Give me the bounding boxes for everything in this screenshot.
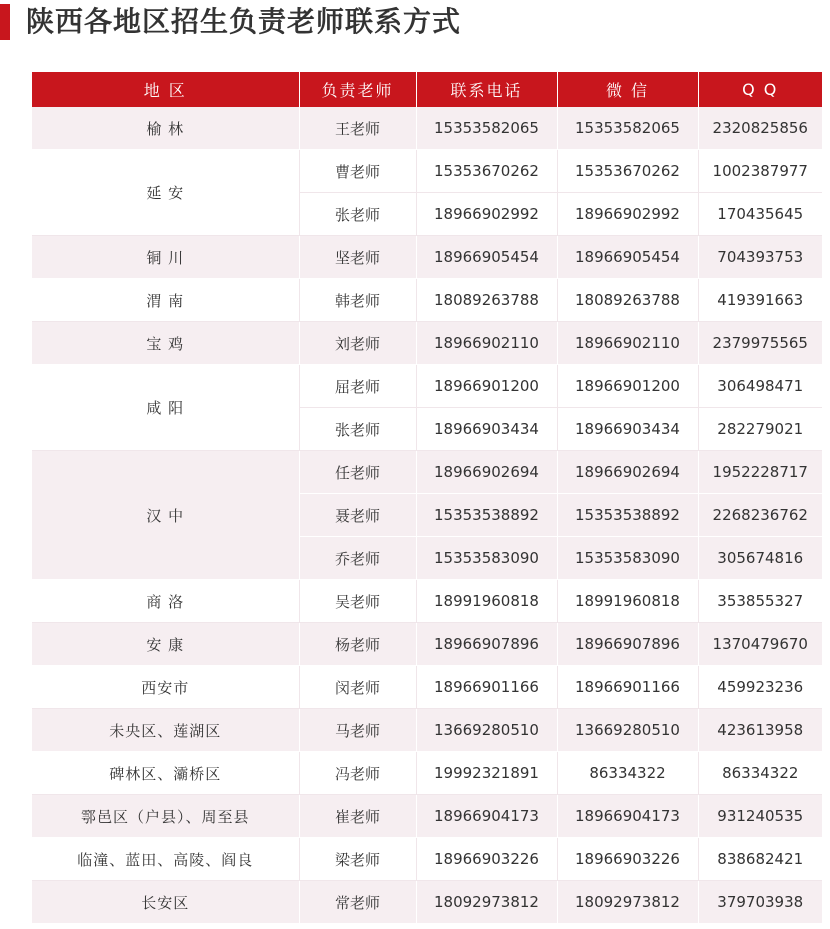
wechat-cell: 15353670262 (557, 150, 698, 193)
phone-cell: 13669280510 (416, 709, 557, 752)
phone-cell: 18966903226 (416, 838, 557, 881)
wechat-cell: 18966905454 (557, 236, 698, 279)
table-row (32, 236, 822, 279)
page-title: 陕西各地区招生负责老师联系方式 (26, 5, 462, 38)
qq-cell: 1370479670 (698, 623, 822, 666)
qq-cell: 282279021 (698, 408, 822, 451)
wechat-cell: 18089263788 (557, 279, 698, 322)
region-cell: 安 康 (32, 623, 299, 666)
teacher-cell: 刘老师 (299, 322, 416, 365)
region-cell: 咸 阳 (32, 365, 299, 451)
table-row (32, 580, 822, 623)
qq-cell: 2320825856 (698, 107, 822, 150)
qq-cell: 2379975565 (698, 322, 822, 365)
teacher-cell: 张老师 (299, 408, 416, 451)
region-cell: 铜 川 (32, 236, 299, 279)
teacher-cell: 王老师 (299, 107, 416, 150)
region-cell: 临潼、蓝田、高陵、阎良 (32, 838, 299, 881)
qq-cell: 170435645 (698, 193, 822, 236)
phone-cell: 15353583090 (416, 537, 557, 580)
table-row (32, 666, 822, 709)
header-phone: 联系电话 (416, 72, 557, 107)
region-cell: 宝 鸡 (32, 322, 299, 365)
region-cell: 碑林区、灞桥区 (32, 752, 299, 795)
teacher-cell: 闵老师 (299, 666, 416, 709)
wechat-cell: 18966902694 (557, 451, 698, 494)
wechat-cell: 15353583090 (557, 537, 698, 580)
region-cell: 渭 南 (32, 279, 299, 322)
phone-cell: 18991960818 (416, 580, 557, 623)
wechat-cell: 18966901200 (557, 365, 698, 408)
qq-cell: 459923236 (698, 666, 822, 709)
table-row (32, 107, 822, 150)
region-cell: 延 安 (32, 150, 299, 236)
teacher-cell: 梁老师 (299, 838, 416, 881)
region-cell: 未央区、莲湖区 (32, 709, 299, 752)
qq-cell: 931240535 (698, 795, 822, 838)
wechat-cell: 86334322 (557, 752, 698, 795)
teacher-cell: 常老师 (299, 881, 416, 924)
phone-cell: 18966901166 (416, 666, 557, 709)
phone-cell: 18966904173 (416, 795, 557, 838)
qq-cell: 379703938 (698, 881, 822, 924)
header-qq: Q Q (698, 72, 822, 107)
qq-cell: 306498471 (698, 365, 822, 408)
teacher-cell: 曹老师 (299, 150, 416, 193)
qq-cell: 1002387977 (698, 150, 822, 193)
qq-cell: 838682421 (698, 838, 822, 881)
wechat-cell: 18966904173 (557, 795, 698, 838)
phone-cell: 18966905454 (416, 236, 557, 279)
phone-cell: 18092973812 (416, 881, 557, 924)
header-teacher: 负责老师 (299, 72, 416, 107)
wechat-cell: 18966907896 (557, 623, 698, 666)
qq-cell: 419391663 (698, 279, 822, 322)
table-row (32, 150, 822, 193)
phone-cell: 18966902110 (416, 322, 557, 365)
wechat-cell: 15353582065 (557, 107, 698, 150)
table-row (32, 365, 822, 408)
table-row (32, 752, 822, 795)
teacher-cell: 屈老师 (299, 365, 416, 408)
phone-cell: 18966907896 (416, 623, 557, 666)
qq-cell: 353855327 (698, 580, 822, 623)
wechat-cell: 18966903434 (557, 408, 698, 451)
teacher-cell: 韩老师 (299, 279, 416, 322)
phone-cell: 18089263788 (416, 279, 557, 322)
qq-cell: 305674816 (698, 537, 822, 580)
table-row (32, 709, 822, 752)
wechat-cell: 18991960818 (557, 580, 698, 623)
phone-cell: 15353538892 (416, 494, 557, 537)
region-cell: 长安区 (32, 881, 299, 924)
phone-cell: 15353670262 (416, 150, 557, 193)
teacher-cell: 冯老师 (299, 752, 416, 795)
region-cell: 汉 中 (32, 451, 299, 580)
region-cell: 西安市 (32, 666, 299, 709)
table-row (32, 322, 822, 365)
phone-cell: 15353582065 (416, 107, 557, 150)
teacher-cell: 吴老师 (299, 580, 416, 623)
table-row (32, 795, 822, 838)
table-row (32, 623, 822, 666)
region-cell: 榆 林 (32, 107, 299, 150)
phone-cell: 18966901200 (416, 365, 557, 408)
teacher-cell: 崔老师 (299, 795, 416, 838)
table-body (32, 107, 822, 924)
table-row (32, 838, 822, 881)
qq-cell: 423613958 (698, 709, 822, 752)
qq-cell: 1952228717 (698, 451, 822, 494)
teacher-cell: 任老师 (299, 451, 416, 494)
teacher-cell: 乔老师 (299, 537, 416, 580)
wechat-cell: 18966901166 (557, 666, 698, 709)
wechat-cell: 13669280510 (557, 709, 698, 752)
teacher-cell: 坚老师 (299, 236, 416, 279)
table-header-row (32, 72, 822, 107)
phone-cell: 18966902992 (416, 193, 557, 236)
wechat-cell: 18966902992 (557, 193, 698, 236)
title-accent-bar (0, 4, 10, 40)
teacher-cell: 张老师 (299, 193, 416, 236)
wechat-cell: 18092973812 (557, 881, 698, 924)
header-region: 地 区 (32, 72, 299, 107)
teacher-cell: 马老师 (299, 709, 416, 752)
region-cell: 鄠邑区（户县）、周至县 (32, 795, 299, 838)
phone-cell: 19992321891 (416, 752, 557, 795)
region-cell: 商 洛 (32, 580, 299, 623)
wechat-cell: 18966902110 (557, 322, 698, 365)
table-row (32, 881, 822, 924)
contacts-table (32, 72, 822, 924)
qq-cell: 86334322 (698, 752, 822, 795)
qq-cell: 2268236762 (698, 494, 822, 537)
phone-cell: 18966903434 (416, 408, 557, 451)
table-row (32, 279, 822, 322)
wechat-cell: 15353538892 (557, 494, 698, 537)
qq-cell: 704393753 (698, 236, 822, 279)
wechat-cell: 18966903226 (557, 838, 698, 881)
header-wechat: 微 信 (557, 72, 698, 107)
table-row (32, 451, 822, 494)
phone-cell: 18966902694 (416, 451, 557, 494)
teacher-cell: 聂老师 (299, 494, 416, 537)
teacher-cell: 杨老师 (299, 623, 416, 666)
